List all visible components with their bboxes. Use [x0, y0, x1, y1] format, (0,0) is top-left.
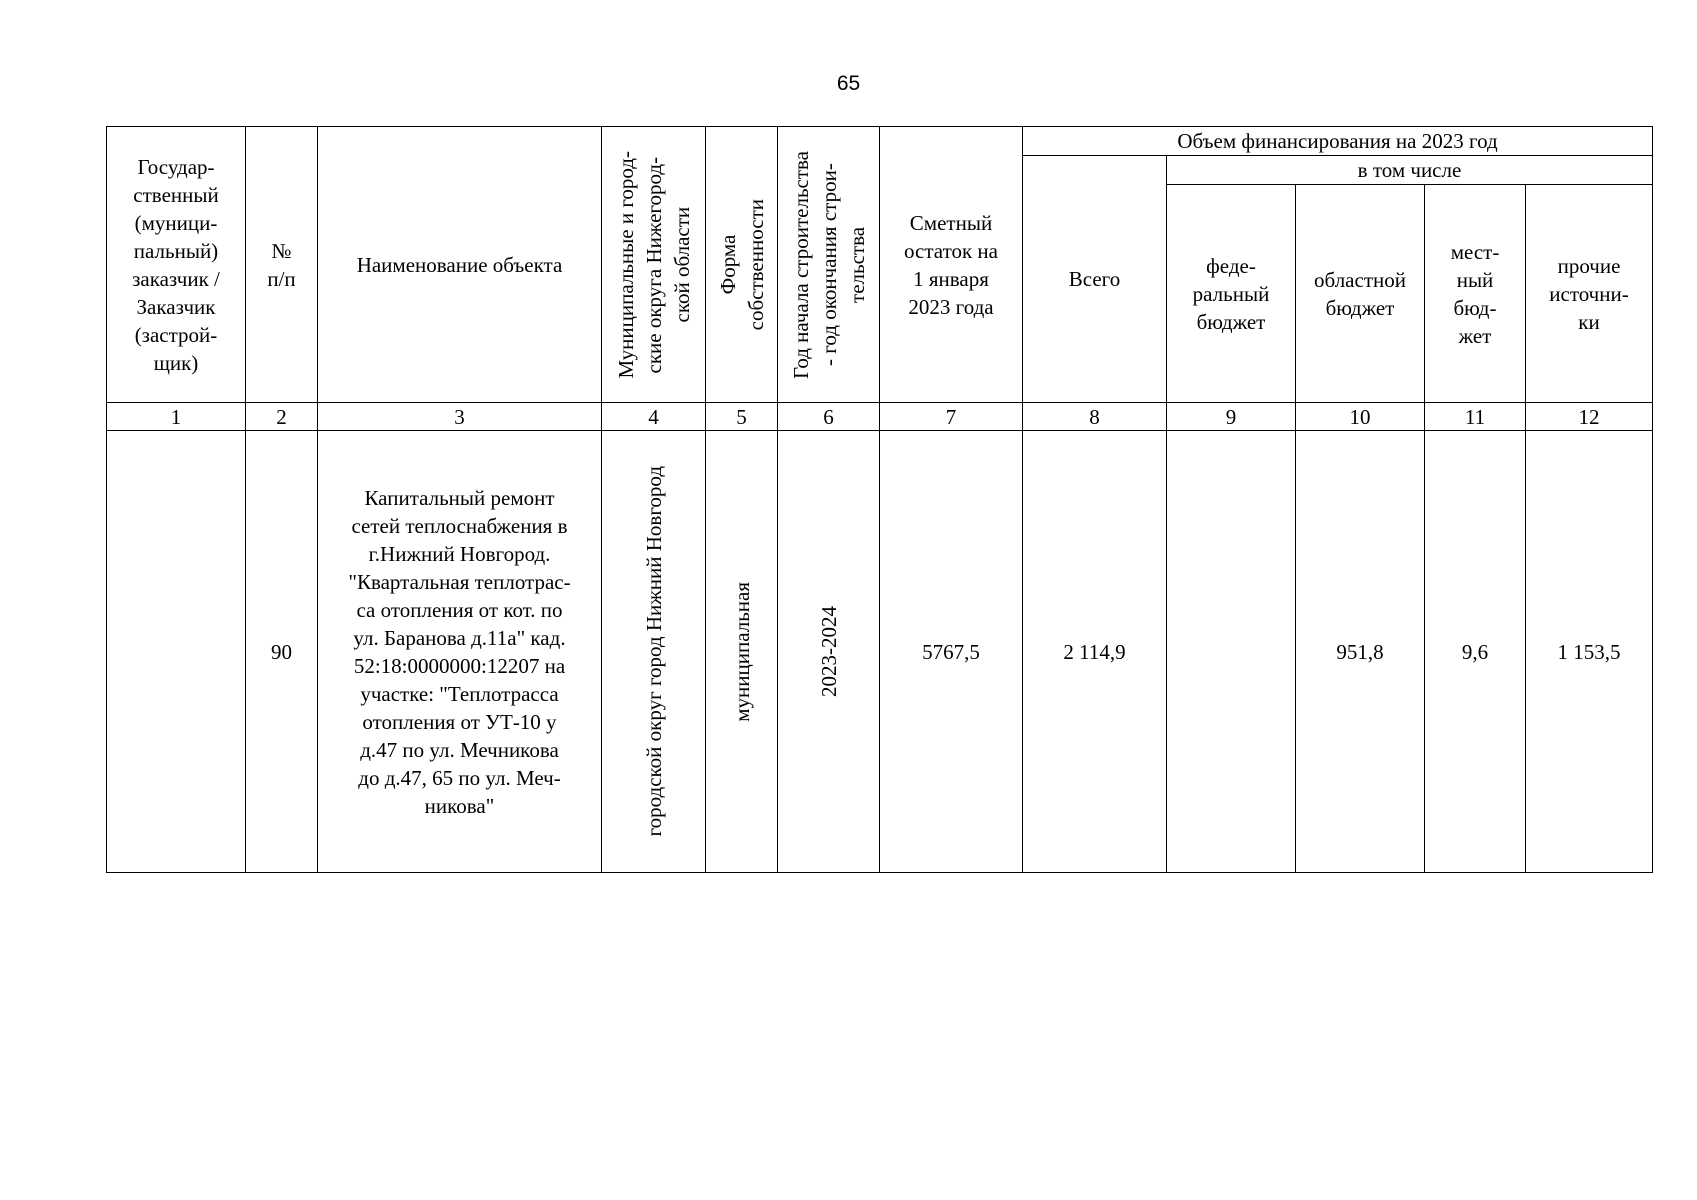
header-funding-group: Объем финансирования на 2023 год: [1023, 127, 1653, 156]
header-local-budget: мест- ный бюд- жет: [1425, 185, 1526, 403]
header-regional-budget: областной бюджет: [1296, 185, 1425, 403]
column-number: 6: [778, 403, 880, 431]
page-number: 65: [836, 72, 861, 95]
column-number: 10: [1296, 403, 1425, 431]
table-row: [107, 431, 1653, 873]
header-total: Всего: [1023, 156, 1167, 403]
cell-municipality: городской округ город Нижний Новгород: [602, 431, 706, 873]
cell-local-budget: 9,6: [1425, 431, 1526, 873]
column-numbers-row: [107, 403, 1653, 431]
column-number: 5: [706, 403, 778, 431]
column-number: 9: [1167, 403, 1296, 431]
cell-other-sources: 1 153,5: [1526, 431, 1653, 873]
cell-customer: [107, 431, 246, 873]
header-municipality: Муниципальные и город- ские округа Нижегород- ской области: [602, 127, 706, 403]
header-federal-budget: феде- ральный бюджет: [1167, 185, 1296, 403]
financing-table: [106, 126, 1653, 873]
cell-estimate-balance: 5767,5: [880, 431, 1023, 873]
cell-ownership: муниципальная: [706, 431, 778, 873]
cell-row-number: 90: [246, 431, 318, 873]
header-row-number: № п/п: [246, 127, 318, 403]
header-object-name: Наименование объекта: [318, 127, 602, 403]
cell-regional-budget: 951,8: [1296, 431, 1425, 873]
header-estimate-balance: Сметный остаток на 1 января 2023 года: [880, 127, 1023, 403]
cell-federal-budget: [1167, 431, 1296, 873]
header-customer: Государ- ственный (муници- пальный) заказчик / Заказчик (застрой- щик): [107, 127, 246, 403]
column-number: 2: [246, 403, 318, 431]
column-number: 3: [318, 403, 602, 431]
column-number: 12: [1526, 403, 1653, 431]
column-number: 8: [1023, 403, 1167, 431]
column-number: 11: [1425, 403, 1526, 431]
cell-total: 2 114,9: [1023, 431, 1167, 873]
header-including: в том числе: [1167, 156, 1653, 185]
header-construction-years: Год начала строительства - год окончания строи- тельства: [778, 127, 880, 403]
column-number: 7: [880, 403, 1023, 431]
cell-construction-years: 2023-2024: [778, 431, 880, 873]
header-other-sources: прочие источни- ки: [1526, 185, 1653, 403]
column-number: 4: [602, 403, 706, 431]
column-number: 1: [107, 403, 246, 431]
header-ownership: Форма собственности: [706, 127, 778, 403]
cell-object-name: Капитальный ремонт сетей теплоснабжения в г.Нижний Новгород. "Квартальная теплотрас- са отопления от кот. по ул. Баранова д.11а" кад. 52:18:0000000:12207 на участке: "Теплотрасса отопления от УТ-10 у д.47 по ул. Мечникова до д.47, 65 по ул. Меч- никова": [318, 431, 602, 873]
